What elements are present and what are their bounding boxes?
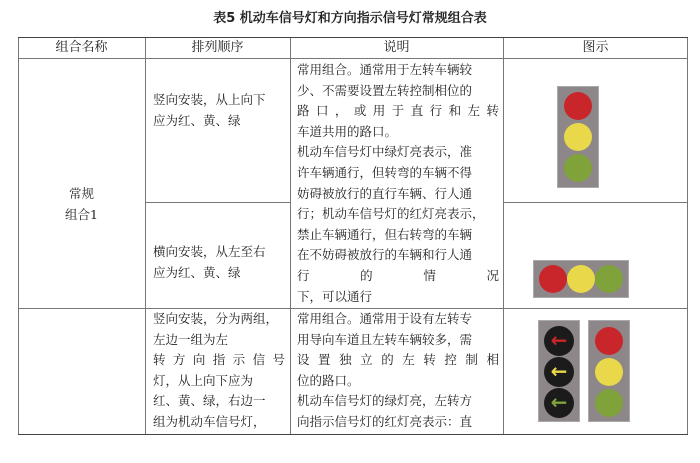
red-lamp — [564, 92, 592, 120]
text-line: 常用组合。通常用于左转车辆较 — [297, 62, 473, 77]
text-line: 车道共用的路口。 — [297, 123, 398, 139]
text-line: 红、黄、绿，右边一 — [153, 393, 266, 409]
green-left-arrow-icon: ← — [544, 388, 574, 418]
group-name — [18, 184, 145, 225]
text-line: 竖向安装，分为两组， — [153, 311, 279, 326]
group-name-line: 组合1 — [65, 206, 98, 222]
text-line: 应为红、黄、绿 — [153, 112, 241, 128]
text-line: 下，可以通行 — [297, 288, 373, 304]
text-line: 行；机动车信号灯的红灯亮表示， — [297, 206, 485, 222]
text-line: 常用组合。通常用于设有左转专 — [297, 311, 473, 326]
group-name-line: 常规 — [68, 186, 94, 201]
text-line: 横向安装，从左至右 — [153, 244, 266, 259]
text-line: 行的情况 — [297, 267, 499, 283]
green-lamp — [595, 389, 623, 417]
text-line: 组为机动车信号灯， — [153, 413, 266, 429]
left-turn-arrow-signal-icon — [538, 320, 580, 422]
header-description: 说明 — [383, 40, 410, 55]
row12-description — [297, 60, 499, 307]
row1-order — [153, 90, 285, 131]
text-line: 竖向安装，从上向下 — [153, 92, 266, 107]
text-line: 机动车信号灯的绿灯亮，左转方 — [297, 393, 473, 409]
text-line: 转方向指示信号 — [153, 352, 285, 368]
red-lamp — [539, 265, 567, 293]
red-lamp — [595, 327, 623, 355]
text-line: 左边一组为左 — [153, 331, 229, 347]
vehicle-traffic-light-icon — [588, 320, 630, 422]
text-line: 在不妨碍被放行的车辆和行人通 — [297, 247, 473, 263]
text-line: 用导向车道且左转车辆较多，需 — [297, 331, 473, 347]
header-order: 排列顺序 — [191, 40, 244, 55]
text-line: 应为红、黄、绿 — [153, 264, 241, 280]
row3-description — [297, 309, 499, 433]
row2-order — [153, 242, 285, 283]
header-combination-name: 组合名称 — [55, 40, 108, 55]
text-line: 机动车信号灯中绿灯亮表示，准 — [297, 144, 473, 160]
text-line: 禁止车辆通行，但右转弯的车辆 — [297, 226, 473, 242]
text-line: 少、不需要设置左转控制相位的 — [297, 82, 473, 98]
row3-order — [153, 309, 285, 433]
text-line: 妨碍被放行的直行车辆、行人通 — [297, 185, 473, 201]
text-line: 位的路口。 — [297, 372, 360, 388]
yellow-lamp — [567, 265, 595, 293]
vertical-traffic-light-icon — [557, 86, 599, 188]
text-line: 向指示信号灯的红灯亮表示：直 — [297, 413, 473, 429]
text-line: 设置独立的左转控制相 — [297, 352, 499, 368]
header-illustration: 图示 — [582, 40, 609, 55]
yellow-left-arrow-icon: ← — [544, 357, 574, 387]
green-lamp — [564, 154, 592, 182]
horizontal-traffic-light-icon — [533, 260, 629, 298]
text-line: 许车辆通行，但转弯的车辆不得 — [297, 164, 473, 180]
text-line: 路口，或用于直行和左转 — [297, 103, 499, 119]
green-lamp — [595, 265, 623, 293]
yellow-lamp — [595, 358, 623, 386]
yellow-lamp — [564, 123, 592, 151]
red-left-arrow-icon: ← — [544, 326, 574, 356]
table-title: 表5 机动车信号灯和方向指示信号灯常规组合表 — [213, 11, 487, 26]
text-line: 灯，从上向下应为 — [153, 372, 254, 388]
